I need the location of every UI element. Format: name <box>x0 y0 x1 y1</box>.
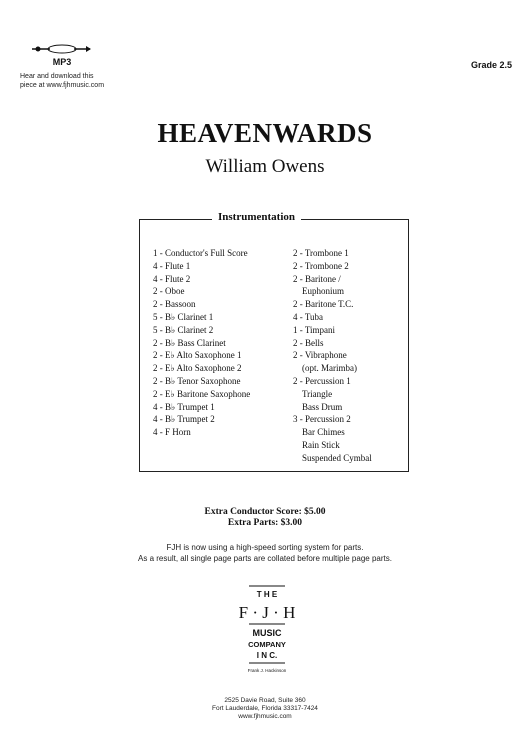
instrument-item: 3 - Percussion 2 <box>293 414 351 425</box>
instrument-item: 4 - B♭ Trumpet 1 <box>153 401 215 412</box>
logo-the: T H E <box>256 590 278 599</box>
mp3-caption-line: piece at www.fjhmusic.com <box>20 82 105 89</box>
instrument-sub-item: Rain Stick <box>302 439 340 450</box>
instrument-sub-item: Triangle <box>302 388 333 399</box>
publisher-address <box>0 697 530 721</box>
instrument-item: 2 - E♭ Alto Saxophone 2 <box>153 363 242 374</box>
instrument-item: 2 - B♭ Bass Clarinet <box>153 337 226 348</box>
sorting-note-line: As a result, all single page parts are collated before multiple page parts. <box>138 553 392 563</box>
instrument-item: 4 - Tuba <box>293 311 324 322</box>
instrument-item: 2 - Percussion 1 <box>293 375 351 386</box>
address-line: Fort Lauderdale, Florida 33317-7424 <box>212 705 318 712</box>
instrument-item: 4 - B♭ Trumpet 2 <box>153 414 215 425</box>
instrument-item: 2 - E♭ Alto Saxophone 1 <box>153 350 242 361</box>
instrument-item: 5 - B♭ Clarinet 2 <box>153 324 214 335</box>
instrument-sub-item: Bass Drum <box>302 401 343 412</box>
instrument-sub-item: (opt. Marimba) <box>302 363 357 374</box>
conductor-score-price: Extra Conductor Score: $5.00 <box>204 507 326 517</box>
instrument-item: 2 - Trombone 2 <box>293 260 349 271</box>
instrument-item: 2 - Bells <box>293 337 324 348</box>
instrument-item: 2 - Baritone / <box>293 273 341 284</box>
instrument-sub-item: Bar Chimes <box>302 427 345 438</box>
composer-name: William Owens <box>205 156 325 177</box>
mp3-caption-line: Hear and download this <box>20 73 94 80</box>
sorting-note <box>0 543 530 564</box>
extra-parts-price: Extra Parts: $3.00 <box>227 518 303 528</box>
instrument-item: 2 - Trombone 1 <box>293 248 349 258</box>
instrument-sub-item: Euphonium <box>302 286 344 297</box>
instrument-item: 2 - E♭ Baritone Saxophone <box>153 388 251 399</box>
logo-founder: Frank J. Hackinson <box>247 668 287 673</box>
instrument-item: 2 - Vibraphone <box>293 350 347 361</box>
instrument-item: 4 - Flute 2 <box>153 273 191 284</box>
mp3-caption <box>20 72 130 90</box>
logo-inc: I N C. <box>256 651 278 660</box>
instrument-item: 1 - Timpani <box>293 324 336 335</box>
instrument-item: 1 - Conductor's Full Score <box>153 248 248 258</box>
logo-company: COMPANY <box>248 640 286 649</box>
prices <box>0 507 530 529</box>
instrument-sub-item: Suspended Cymbal <box>302 452 372 463</box>
logo-fjh: F · J · H <box>238 603 296 622</box>
sorting-note-line: FJH is now using a high-speed sorting system for parts. <box>166 543 364 552</box>
instrument-item: 4 - F Horn <box>153 427 191 438</box>
fjh-logo <box>238 584 296 692</box>
mp3-logo <box>30 40 94 68</box>
instrument-item: 2 - Oboe <box>153 286 185 297</box>
piece-title: HEAVENWARDS <box>157 118 373 148</box>
instrument-item: 4 - Flute 1 <box>153 260 191 271</box>
instrumentation-heading: Instrumentation <box>212 211 301 223</box>
instrument-item: 2 - B♭ Tenor Saxophone <box>153 375 241 386</box>
instrumentation-left-column <box>153 247 288 439</box>
grade-label: Grade 2.5 <box>470 60 512 70</box>
instrument-item: 2 - Bassoon <box>153 299 196 310</box>
instrumentation-right-column <box>293 247 405 465</box>
website-link[interactable]: www.fjhmusic.com <box>238 713 292 720</box>
logo-music: MUSIC <box>252 628 282 638</box>
mp3-badge-text: MP3 <box>52 57 72 67</box>
address-line: 2525 Davie Road, Suite 360 <box>224 697 306 704</box>
instrument-item: 5 - B♭ Clarinet 1 <box>153 311 214 322</box>
instrument-item: 2 - Baritone T.C. <box>293 299 354 310</box>
